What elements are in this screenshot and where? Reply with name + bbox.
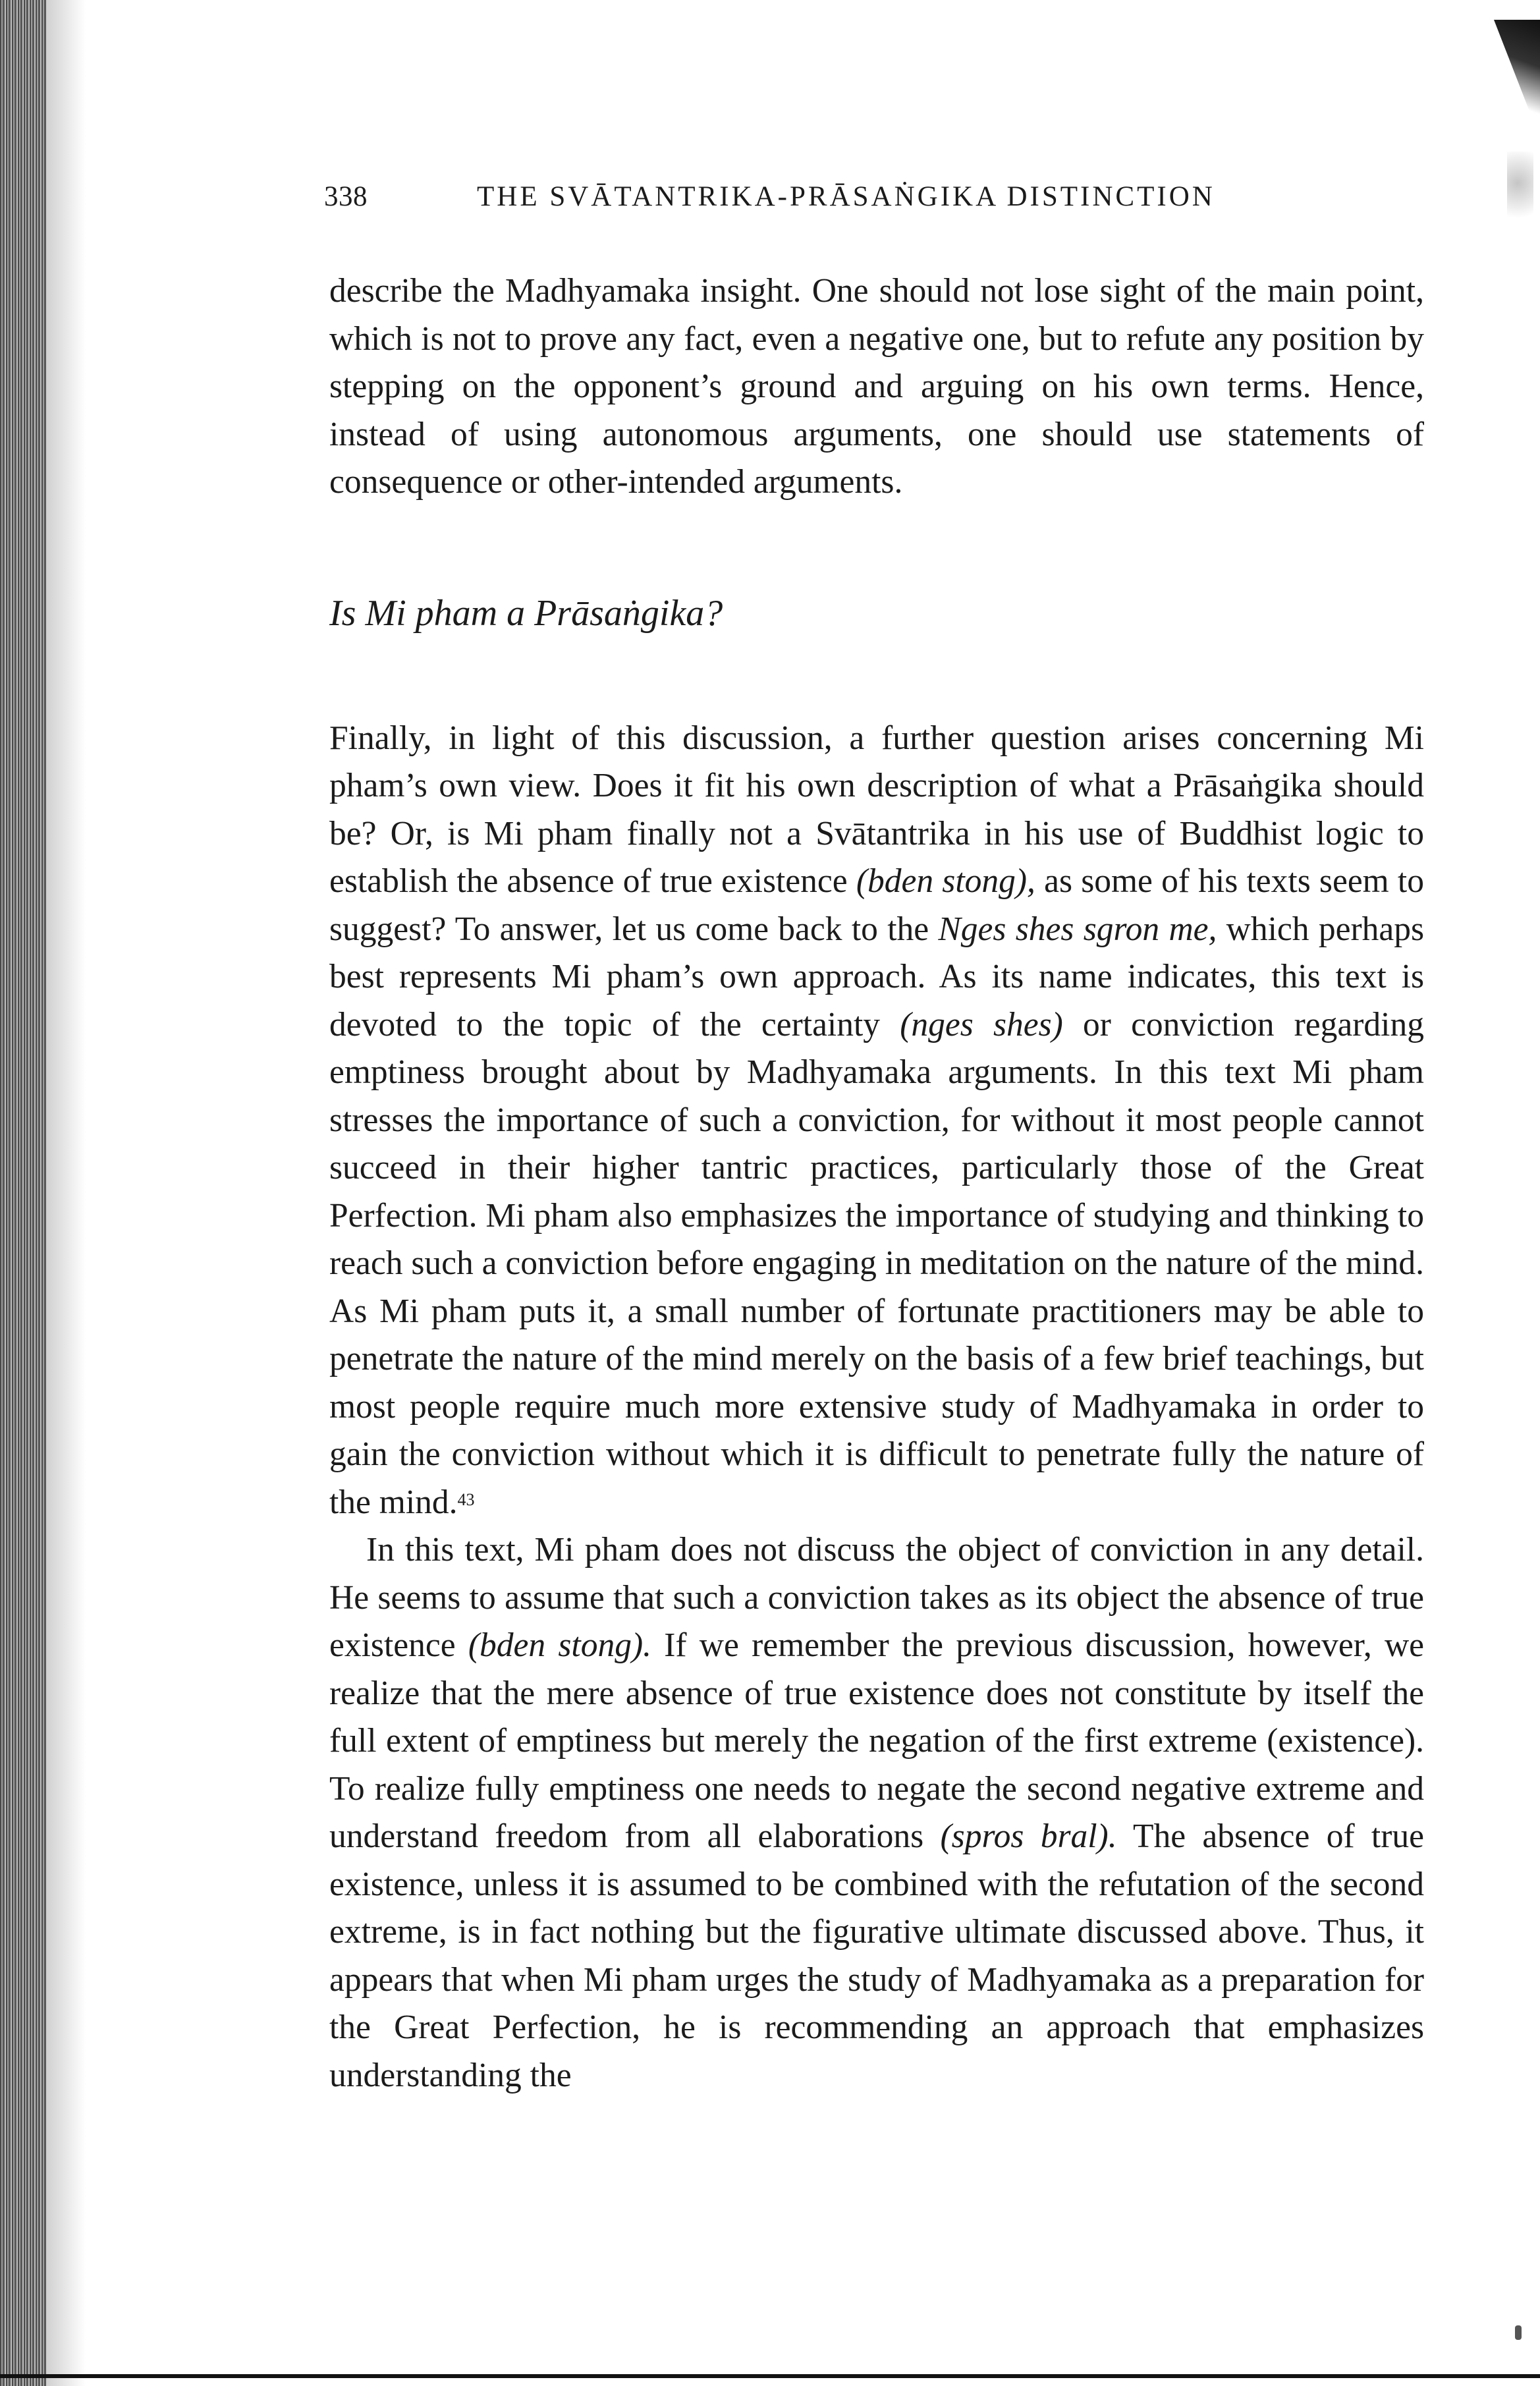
title-nges-shes-sgron-me: Nges shes sgron me, bbox=[938, 910, 1217, 948]
paragraph-3 bbox=[329, 1526, 1424, 2099]
scan-corner-mark bbox=[1494, 20, 1540, 138]
footnote-marker: 43 bbox=[457, 1489, 475, 1509]
paragraph-2-text-d: or conviction regarding emptiness brought about by Madhyamaka arguments. In this text Mi pham stresses the importance of such a conviction, for without it most people cannot succeed in their higher tantric practices, particularly those of the Great Perfection. Mi pham also emphasizes the importance of studying and thinking to reach such a conviction before engaging in meditation on the nature of the mind. As Mi pham puts it, a small number of fortunate practitioners may be able to penetrate the nature of the mind merely on the basis of a few brief teachings, but most people require much more extensive study of Madhyamaka in order to gain the conviction without which it is difficult to penetrate fully the nature of the mind. bbox=[329, 1005, 1424, 1521]
paragraph-2-text-c: which perhaps best represents Mi pham’s own approach. As its name indicates, this text is devoted to the topic of the certainty bbox=[329, 910, 1424, 1043]
paragraph-2-text-a: Finally, in light of this discussion, a further question arises concerning Mi pham’s own view. Does it fit his own description of what a Prāsaṅgika should be? Or, is Mi pham finally not a Svātantrika in his use of Buddhist logic to establish the absence of true existence bbox=[329, 719, 1424, 900]
term-nges-shes: (nges shes) bbox=[900, 1005, 1063, 1043]
paragraph-1 bbox=[329, 267, 1424, 507]
scan-bottom-edge bbox=[0, 2374, 1540, 2378]
term-bden-stong-2: (bden stong). bbox=[468, 1626, 651, 1664]
scan-edge-mark bbox=[1515, 2325, 1522, 2340]
term-bden-stong: (bden stong), bbox=[856, 862, 1035, 900]
paragraph-1-text: describe the Madhyamaka insight. One should not lose sight of the main point, which is not to prove any fact, even a negative one, but to refute any position by stepping on the opponent’s ground and arguing on his own terms. Hence, instead of using autonomous arguments, one should use statements of consequence or other-intended arguments. bbox=[329, 272, 1424, 501]
scan-binding-fade bbox=[46, 0, 86, 2386]
paragraph-3-text-b: If we remember the previous discussion, however, we realize that the mere absence of true existence does not constitute by itself the full extent of emptiness but merely the negation of the first extreme (existence). To realize fully emptiness one needs to negate the second negative extreme and understand freedom from all elaborations bbox=[329, 1626, 1424, 1855]
paragraph-3-text-c: The absence of true existence, unless it is assumed to be combined with the refutation of the second extreme, is in fact nothing but the figurative ultimate discussed above. Thus, it appears that when Mi pham urges the study of Madhyamaka as a preparation for the Great Perfection, he is recommending an approach that emphasizes understanding the bbox=[329, 1817, 1424, 2094]
running-head bbox=[324, 180, 1444, 220]
running-head-title: THE SVĀTANTRIKA-PRĀSAṄGIKA DISTINCTION bbox=[477, 181, 1215, 212]
section-heading: Is Mi pham a Prāsaṅgika? bbox=[329, 592, 723, 634]
paragraph-2 bbox=[329, 715, 1424, 1527]
scan-corner-speckle bbox=[1507, 152, 1533, 231]
scan-binding-shadow bbox=[0, 0, 46, 2386]
page-number: 338 bbox=[324, 181, 368, 212]
body-text bbox=[329, 267, 1424, 2099]
paragraph-3-text-a: In this text, Mi pham does not discuss the object of conviction in any detail. He seems to assume that such a conviction takes as its object the absence of true existence bbox=[329, 1531, 1424, 1664]
paragraph-2-text-b: as some of his texts seem to suggest? To answer, let us come back to the bbox=[329, 862, 1424, 948]
term-spros-bral: (spros bral). bbox=[940, 1817, 1117, 1855]
